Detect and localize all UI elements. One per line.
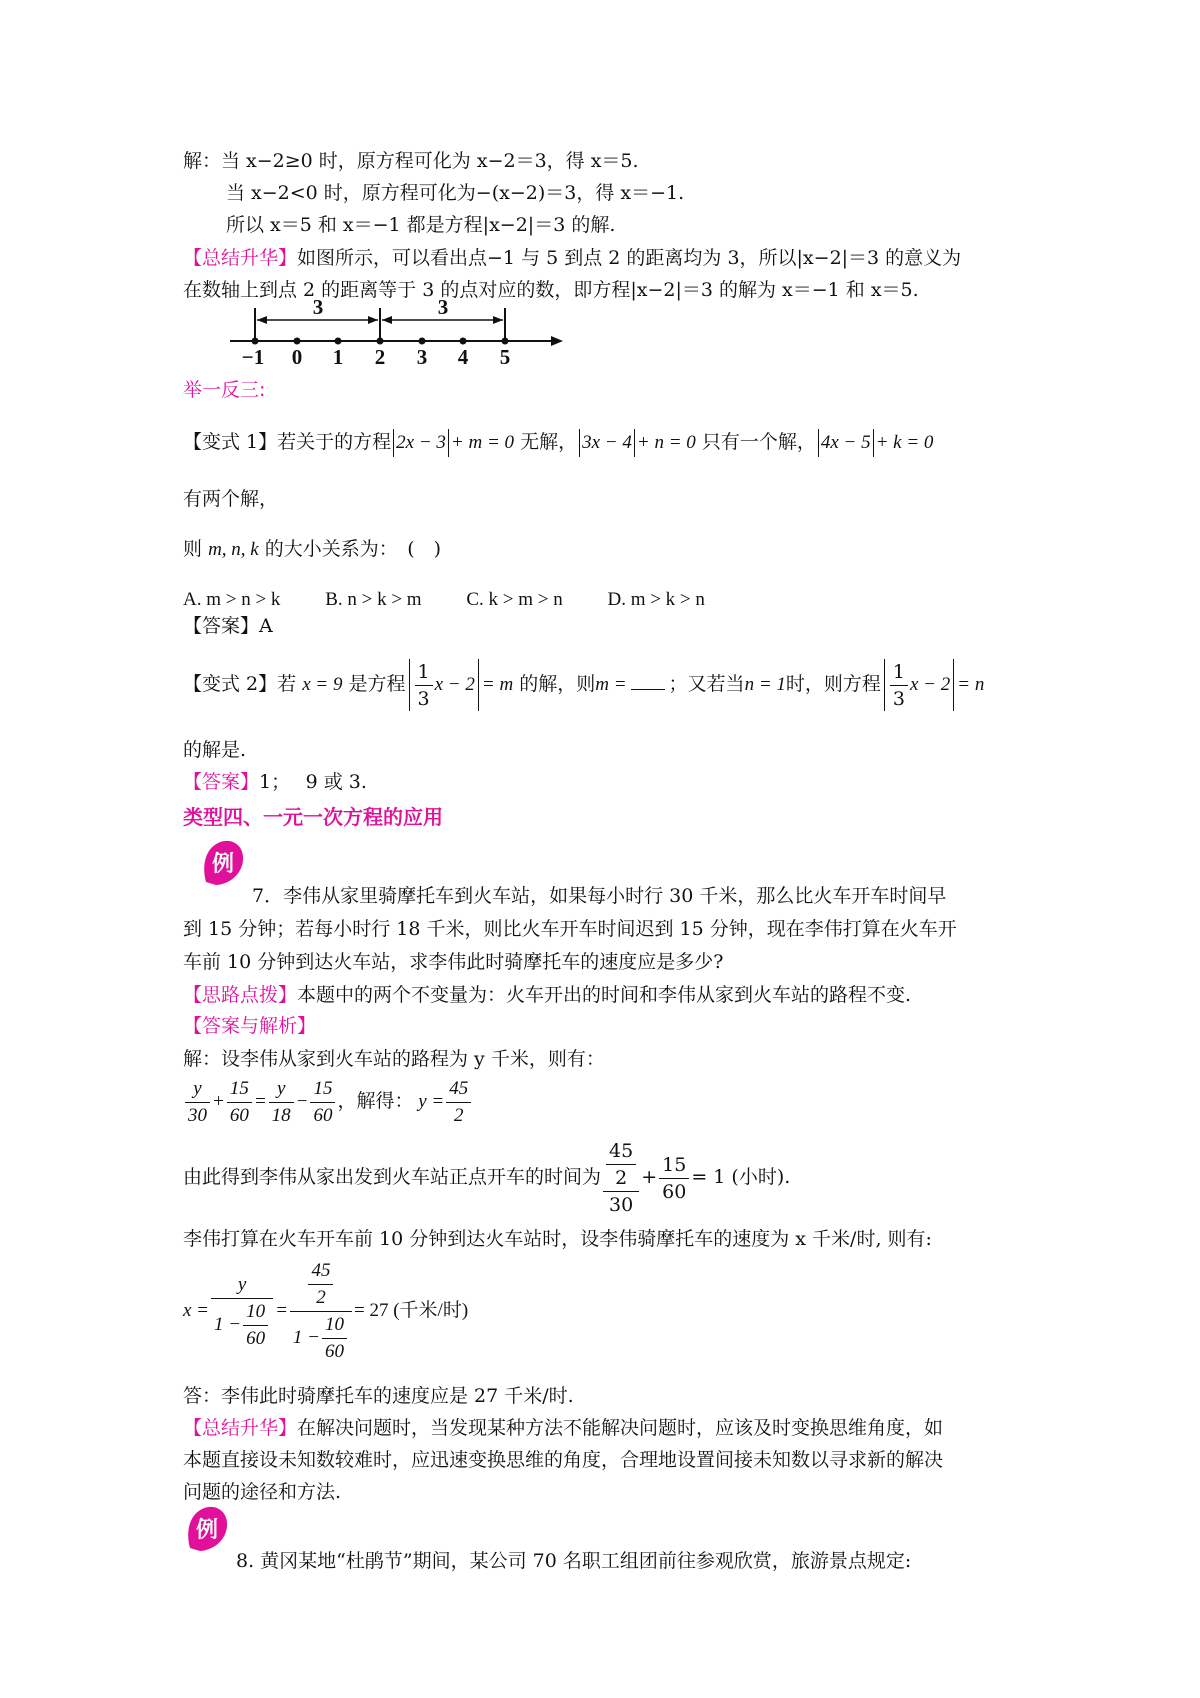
math-expr: = n [957, 674, 985, 695]
fraction-numerator [603, 1138, 639, 1192]
variant1-text: 则 [183, 538, 203, 560]
math-expr: 4x − 5 [820, 432, 871, 453]
fraction-numerator: 45 [308, 1258, 333, 1285]
variant1-text: 的大小关系为： ( ) [264, 538, 442, 560]
summary2-line-3: 问题的途径和方法. [183, 1481, 342, 1503]
fraction-denominator: 3 [417, 687, 430, 710]
variant2-text: 的解，则 [519, 673, 596, 695]
hint-tag: 【思路点拨】 [183, 984, 298, 1006]
example7-line-2: 到 15 分钟；若每小时行 18 千米，则比火车开车时间迟到 15 分钟，现在李伟打算在火车开 [183, 918, 957, 940]
fraction-denominator: 60 [313, 1105, 333, 1127]
summary2-line-2: 本题直接设未知数较难时，应迅速变换思维的角度，合理地设置间接未知数以寻求新的解决 [183, 1449, 944, 1471]
answer-text: 1； 9 或 3. [259, 771, 367, 793]
fraction-numerator: 10 [243, 1299, 268, 1326]
fraction-numerator: 45 [446, 1076, 471, 1103]
abs-bar [478, 659, 479, 711]
variant1-text: 无解， [520, 431, 578, 453]
analysis-text: = 1 (小时). [691, 1166, 791, 1188]
abs-bar [579, 429, 580, 457]
solve-text: ，解得： [337, 1091, 414, 1112]
fraction-denominator: 60 [662, 1180, 687, 1203]
fraction-numerator: 45 [606, 1138, 636, 1165]
variant2-text: 时，则方程 [785, 673, 881, 695]
solution-line-3: 所以 x＝5 和 x＝−1 都是方程|x−2|＝3 的解. [226, 214, 616, 236]
variant1-answer: 【答案】A [183, 615, 273, 637]
abs-bar [873, 429, 874, 457]
summary-tag: 【总结升华】 [183, 1417, 298, 1439]
example8-line-1: 8. 黄冈某地“杜鹃节”期间，某公司 70 名职工组团前往参观欣赏，旅游景点规定: [236, 1550, 912, 1572]
variant1-line-3 [183, 535, 441, 564]
fraction [227, 1076, 252, 1129]
math-expr: = m [481, 674, 514, 695]
analysis-text: 由此得到李伟从家出发到火车站正点开车的时间为 [183, 1166, 602, 1188]
hint-line [183, 981, 911, 1009]
summary-text-1: 如图所示，可以看出点−1 与 5 到点 2 的距离均为 3，所以|x−2|＝3 的意义为 [297, 247, 962, 269]
math-expr: + m = 0 [450, 432, 515, 453]
hint-text: 本题中的两个不变量为：火车开出的时间和李伟从家到火车站的路程不变. [297, 984, 912, 1006]
answer-tag: 【答案】 [183, 771, 260, 793]
math-expr: m = [595, 674, 627, 695]
math-expr: 2x − 3 [396, 432, 446, 453]
tick-label: 2 [374, 345, 386, 368]
variant1-tag: 【变式 1】 [183, 431, 278, 453]
fraction-numerator: 15 [310, 1076, 335, 1103]
math-expr: 1 − [214, 1313, 242, 1335]
summary-text: 在解决问题时，当发现某种方法不能解决问题时，应该及时变换思维角度，如 [297, 1417, 944, 1439]
tick-label: −1 [241, 345, 265, 368]
fraction [185, 1076, 210, 1129]
fraction-numerator: y [269, 1076, 294, 1103]
analysis-line-3: 由此得到李伟从家出发到火车站正点开车的时间为 $\frac{\frac{45}{2}}{30}$ + $\frac{15}{60}$ = 1 (小时). [183, 1140, 791, 1216]
summary-line-1 [183, 244, 961, 272]
fraction-numerator: 1 [890, 659, 908, 686]
example7-line-1: 7．李伟从家里骑摩托车到火车站，如果每小时行 30 千米，那么比火车开车时间早 [252, 885, 947, 907]
variant1-options [183, 586, 705, 614]
fraction [308, 1258, 333, 1311]
abs-bar [448, 429, 449, 457]
fraction-numerator: 1 [415, 659, 433, 686]
abs-bar [634, 429, 635, 457]
practice-heading: 举一反三: [183, 379, 266, 401]
conclusion-line: 答：李伟此时骑摩托车的速度应是 27 千米/时. [183, 1385, 574, 1407]
fraction-denominator: 2 [615, 1167, 628, 1189]
fraction-denominator: 60 [246, 1327, 266, 1349]
math-expr: n = 1 [744, 674, 786, 695]
fraction [322, 1312, 347, 1365]
fraction-numerator: 10 [322, 1312, 347, 1339]
fraction-denominator: 2 [316, 1287, 326, 1309]
math-expr: m, n, k [208, 539, 259, 560]
variant2-text: ；又若当 [668, 673, 745, 695]
tick-label: 5 [499, 345, 511, 368]
option-c: C. k > m > n [466, 589, 563, 610]
math-expr: x − 2 [910, 674, 951, 695]
analysis-line-1: 解：设李伟从家到火车站的路程为 y 千米，则有： [183, 1048, 605, 1070]
variant2-tag: 【变式 2】 [183, 673, 278, 695]
summary-tag: 【总结升华】 [183, 247, 298, 269]
badge-label: 例 [211, 852, 235, 877]
fraction [606, 1138, 636, 1191]
math-expr: y = [418, 1091, 445, 1112]
fraction [659, 1152, 689, 1205]
tick-label: 0 [291, 345, 303, 368]
variant2-text: 是方程 [348, 673, 406, 695]
math-expr: x = 9 [302, 674, 343, 695]
badge-label: 例 [195, 1518, 219, 1543]
distance-label-left: 3 [312, 300, 324, 319]
option-b: B. n > k > m [325, 589, 422, 610]
math-expr: + k = 0 [875, 432, 934, 453]
option-a: A. m > n > k [183, 589, 281, 610]
fraction [446, 1076, 471, 1129]
example-badge-icon [184, 1504, 230, 1554]
abs-bar [393, 429, 394, 457]
math-expr: x = [183, 1300, 210, 1321]
variant2-line-1 [183, 654, 984, 715]
fraction-denominator: 2 [454, 1105, 464, 1127]
example7-line-3: 车前 10 分钟到达火车站，求李伟此时骑摩托车的速度应是多少? [183, 951, 724, 973]
variant1-text: 若关于的方程 [277, 431, 392, 453]
equation-2: x = y 1 − $\frac{10}{60}$ = $\frac{45}{2}$ 1 − $\frac{10}{60}$ = 27 (千米/时) [183, 1256, 468, 1366]
variant1-text: 只有一个解， [701, 431, 816, 453]
summary2-line-1 [183, 1414, 943, 1442]
fraction-numerator: 15 [659, 1152, 689, 1179]
variant2-line-2: 的解是. [183, 739, 247, 761]
tick-label: 3 [416, 345, 428, 368]
option-d: D. m > k > n [607, 589, 705, 610]
fraction [890, 659, 908, 712]
fraction [269, 1076, 294, 1129]
equation-1: $\frac{y}{30}$ + $\frac{15}{60}$ = $\frac{y}{18}$ − $\frac{15}{60}$ ，解得： y = $\frac{45}{2}$ [183, 1072, 473, 1132]
answer-blank [631, 671, 665, 690]
section-heading: 类型四、一元一次方程的应用 [183, 805, 443, 829]
variant2-text: 若 [277, 673, 297, 695]
abs-bar [884, 659, 885, 711]
fraction-numerator: y [185, 1076, 210, 1103]
math-expr: 1 − [292, 1327, 320, 1348]
fraction-denominator: 3 [892, 687, 905, 710]
tick-label: 4 [457, 345, 469, 368]
solution-line-2: 当 x−2<0 时，原方程可化为−(x−2)＝3，得 x＝−1. [226, 182, 685, 204]
variant1-line-2: 有两个解， [183, 488, 279, 510]
math-expr: 3x − 4 [582, 432, 632, 453]
variant2-answer [183, 768, 367, 796]
number-line-figure [225, 300, 565, 368]
tick-label: 1 [332, 345, 344, 368]
fraction [243, 1299, 268, 1352]
fraction [603, 1138, 639, 1218]
abs-bar [409, 659, 410, 711]
solution-line-1: 解：当 x−2≥0 时，原方程可化为 x−2＝3，得 x＝5. [183, 150, 639, 172]
example-badge-icon [200, 838, 246, 888]
fraction [290, 1258, 352, 1365]
abs-bar [818, 429, 819, 457]
fraction [415, 659, 433, 712]
fraction-numerator [290, 1258, 352, 1312]
fraction-denominator: 60 [229, 1105, 249, 1127]
result-text: = 27 (千米/时) [354, 1300, 469, 1321]
math-expr: x − 2 [434, 674, 475, 695]
fraction-denominator: 30 [609, 1194, 634, 1216]
fraction [211, 1272, 273, 1352]
fraction-numerator: 15 [227, 1076, 252, 1103]
fraction-denominator: 18 [271, 1105, 291, 1127]
fraction-denominator: 60 [325, 1341, 344, 1363]
summary-line-2: 在数轴上到点 2 的距离等于 3 的点对应的数，即方程|x−2|＝3 的解为 x＝−1 和 x＝5. [183, 279, 919, 301]
fraction-denominator: 30 [188, 1105, 207, 1127]
fraction-denominator [211, 1299, 273, 1352]
analysis-line-4: 李伟打算在火车开车前 10 分钟到达火车站时，设李伟骑摩托车的速度为 x 千米/时, 则有: [183, 1228, 932, 1250]
distance-label-right: 3 [437, 300, 449, 319]
math-expr: + n = 0 [636, 432, 696, 453]
fraction-numerator: y [211, 1272, 273, 1299]
analysis-tag: 【答案与解析】 [183, 1015, 317, 1037]
abs-bar [953, 659, 954, 711]
variant1-line-1 [183, 428, 933, 457]
fraction [310, 1076, 335, 1129]
fraction-denominator [290, 1312, 352, 1365]
